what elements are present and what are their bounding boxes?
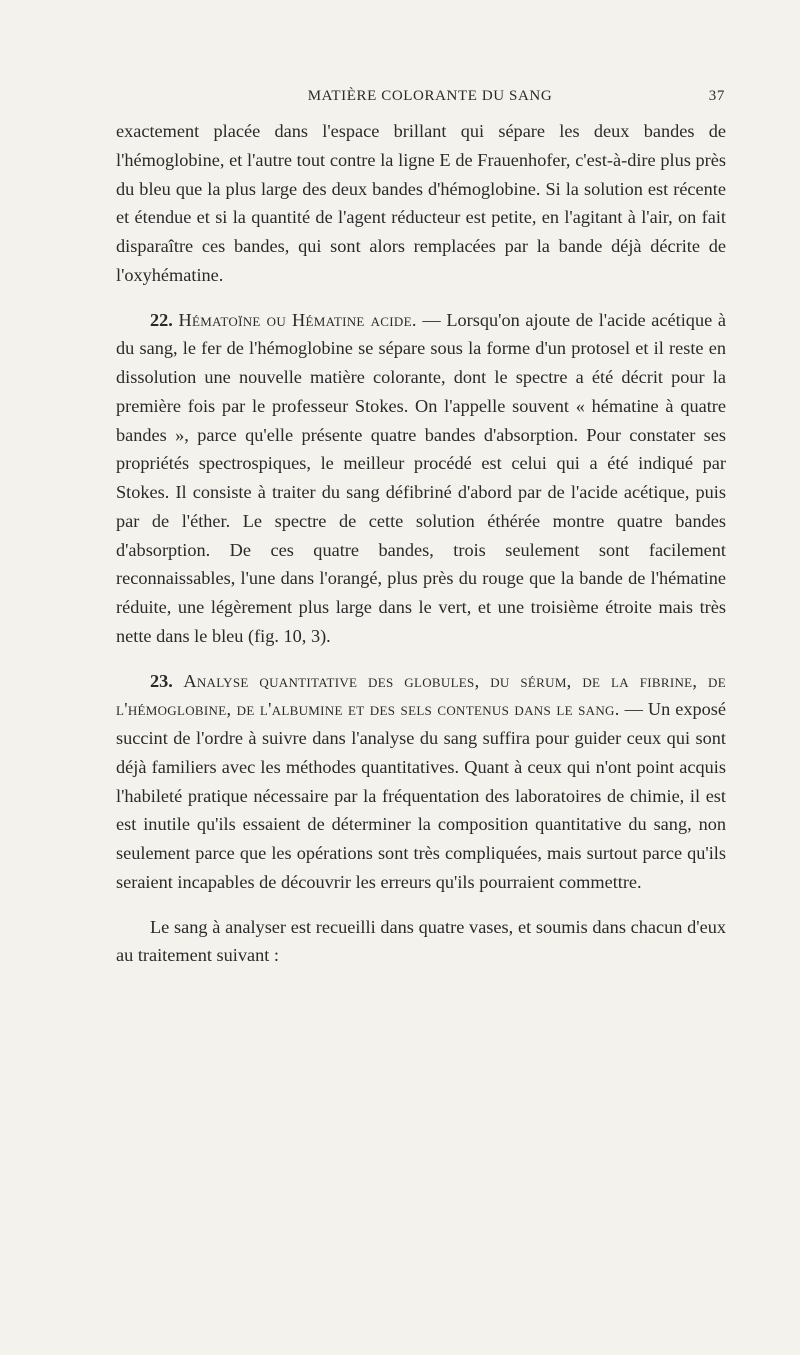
running-title: MATIÈRE COLORANTE DU SANG: [307, 88, 553, 104]
running-head: [135, 88, 725, 112]
paragraph-text: Le sang à analyser est recueilli dans quatre vases, et soumis dans chacun d'eux au traitement suivant :: [116, 916, 726, 966]
section-heading: Analyse quantitative des globules, du sérum, de la fibrine, de l'hémoglobine, de l'albumine et des sels contenus dans le sang.: [116, 670, 726, 720]
section-22: [116, 306, 726, 651]
page-number: 37: [708, 88, 725, 104]
body-text: [116, 117, 726, 986]
section-number: 22.: [150, 309, 173, 330]
paragraph-text: — Lorsqu'on ajoute de l'acide acétique à du sang, le fer de l'hémoglobine se sépare sous la forme d'un protosel et il reste en dissolution une nouvelle matière colorante, dont le spectre a été décrit pour la première fois par le professeur Stokes. On l'appelle souvent « hématine à quatre bandes », parce qu'elle présente quatre bandes d'absorption. Pour constater ses propriétés spectrospiques, le meilleur procédé est celui qui a été indiqué par Stokes. Il consiste à traiter du sang défibriné d'abord par de l'acide acétique, puis par de l'éther. Le spectre de cette solution éthérée montre quatre bandes d'absorption. De ces quatre bandes, trois seulement sont facilement reconnaissables, l'une dans l'orangé, plus près du rouge que la bande de l'hématine réduite, une légèrement plus large dans le vert, et une troisième étroite mais très nette dans le bleu (fig. 10, 3).: [116, 309, 727, 646]
paragraph: [116, 913, 726, 971]
section-heading: Hématoïne ou Hématine acide.: [178, 309, 417, 330]
paragraph-continuation: [116, 117, 726, 290]
section-number: 23.: [150, 670, 173, 691]
section-23: [116, 667, 726, 897]
paragraph-text: exactement placée dans l'espace brillant qui sépare les deux bandes de l'hémoglobine, et l'autre tout contre la ligne E de Frauenhofer, c'est-à-dire plus près du bleu que la plus large des deux bandes d'hémoglobine. Si la solution est récente et étendue et si la quantité de l'agent réducteur est petite, en l'agitant à l'air, on fait disparaître ces bandes, qui sont alors remplacées par la bande déjà décrite de l'oxyhématine.: [116, 121, 726, 285]
paragraph-text: — Un exposé succint de l'ordre à suivre dans l'analyse du sang suffira pour guider ceux qui sont déjà familiers avec les méthodes quantitatives. Quant à ceux qui n'ont point acquis l'habileté pratique nécessaire par la fréquentation des laboratoires de chimie, il est est inutile qu'ils essaient de déterminer la composition quantitative du sang, non seulement parce que les opérations sont très compliquées, mais surtout parce qu'ils seraient incapables de découvrir les erreurs qu'ils pourraient commettre.: [116, 699, 726, 892]
